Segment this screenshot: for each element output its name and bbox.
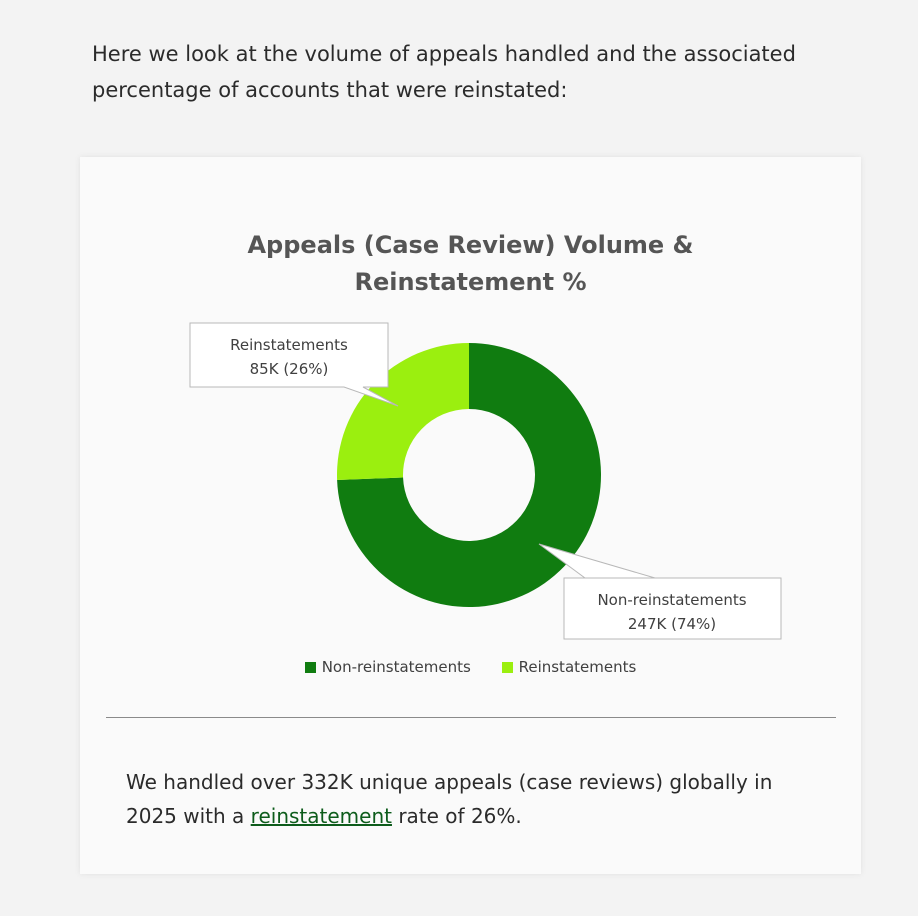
summary-paragraph — [126, 765, 826, 833]
summary-text-before: We handled over 332K unique appeals (case reviews) globally in 2025 with a — [126, 770, 773, 828]
callout-reinstatements-value: 85K (26%) — [249, 360, 329, 378]
callout-reinstatements-name: Reinstatements — [230, 336, 348, 354]
chart-title-line-1: Appeals (Case Review) Volume & — [247, 231, 694, 259]
chart-card — [80, 157, 861, 874]
donut-chart — [80, 157, 861, 657]
callout-non-reinstatements-value: 247K (74%) — [627, 615, 717, 633]
legend-swatch-reinstatements — [502, 662, 513, 673]
reinstatement-link[interactable]: reinstatement — [250, 804, 392, 828]
legend-item-non-reinstatements — [305, 658, 471, 676]
chart-legend — [80, 658, 861, 676]
legend-label-non-reinstatements: Non-reinstatements — [321, 658, 471, 676]
summary-text-after: rate of 26%. — [391, 804, 522, 828]
section-divider — [106, 717, 836, 718]
callout-non-reinstatements-name: Non-reinstatements — [597, 591, 747, 609]
chart-title-line-2: Reinstatement % — [354, 268, 587, 296]
intro-paragraph: Here we look at the volume of appeals handled and the associated percentage of accounts that were reinstated: — [92, 42, 796, 102]
legend-item-reinstatements — [502, 658, 637, 676]
legend-swatch-non-reinstatements — [305, 662, 316, 673]
legend-label-reinstatements: Reinstatements — [518, 658, 637, 676]
